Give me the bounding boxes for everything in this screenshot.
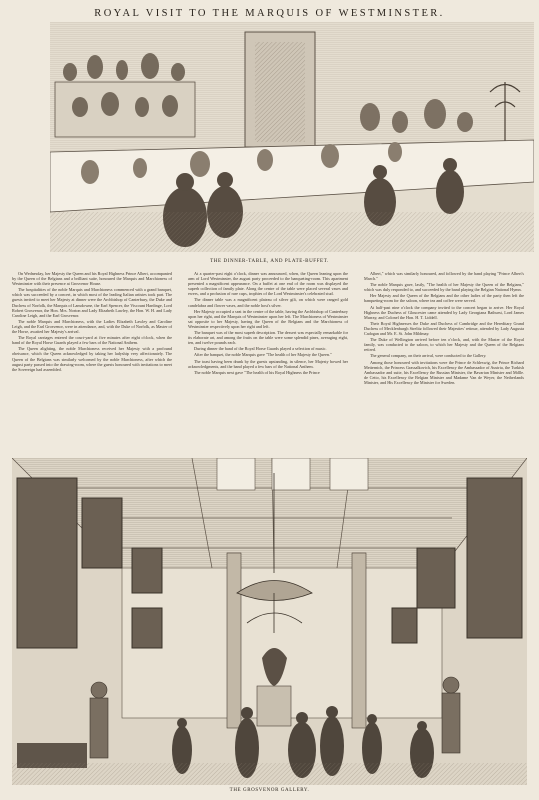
paragraph: On Wednesday, her Majesty the Queen and his Royal Highness Prince Albert, accompanied by the Queen of the Belgians and a brilliant suite, honoured the Marquis and Marchioness of Westminster with their presence at Grosvenor House. bbox=[12, 271, 172, 287]
dinner-table-engraving bbox=[50, 22, 534, 252]
bottom-engraving-caption: THE GROSVENOR GALLERY. bbox=[229, 788, 310, 793]
page-title: ROYAL VISIT TO THE MARQUIS OF WESTMINSTER. bbox=[94, 8, 445, 19]
paragraph: At a quarter-past eight o'clock, dinner was announced, when, the Queen leaning upon the arm of Lord Westminster, the august party proceeded to the banqueting-room. This apartment presented a magnificent appearance. On a buffet at one end of the room was displayed the superb collection of family plate. Along the centre of the table were placed several vases and ewers, and a profusion of rare cups, trophies of the Lord Westminster's celebrated stud. bbox=[188, 271, 348, 297]
paragraph: Their Royal Highnesses the Duke and Duchess of Cambridge and the Hereditary Grand Duchess of Mecklenburgh Strelitz followed their Majesties' retinue, attended by Lady Augusta Cadogan and Mr. E. St. John Mildmay. bbox=[364, 320, 524, 337]
paragraph: Albert," which was similarly honoured, and followed by the band playing "Prince Albert's March." bbox=[364, 271, 524, 282]
top-engraving-caption: THE DINNER-TABLE, AND PLATE-BUFFET. bbox=[210, 259, 329, 264]
paragraph: The noble Marquis and Marchioness, with the Ladies Elizabeth Lawley and Caroline Leigh, and the Earl Grosvenor, were in attendance, and, with the Duke of Norfolk, as Master of the Horse, awaited her Majesty's arrival. bbox=[12, 318, 172, 335]
paragraph: Among those honoured with invitations were the Prince de Schleswig, the Prince Richard Metternich, the Princess Grassalkovich, his Excellency the Ambassador of Austria, the Turkish Ambassador and suite, his Excellency the Russian Minister, the Bavarian Minister and Mdlle. de Cetto, his Excellency the Belgian Minister and Madame Van de Weyer, the Netherlands Minister, and His Excellency the Minister for Sweden. bbox=[364, 359, 524, 385]
paragraph: The noble Marquis gave, lastly, "The health of her Majesty the Queen of the Belgians," which was duly responded to, and succeeded by the band playing the Belgian National Hymn. bbox=[364, 282, 524, 293]
paragraph: During dinner the band of the Royal Horse Guards played a selection of music. bbox=[194, 346, 327, 352]
paragraph: The Royal carriages entered the court-yard at five minutes after eight o'clock, when the band of the Royal Horse Guards played a few bars of the National Anthem. bbox=[12, 335, 172, 346]
paragraph: The hospitalities of the noble Marquis and Marchioness commenced with a grand banquet, which was succeeded by a concert, in which most of the leading Italian artistes took part. The guests invited to meet her Majesty at dinner were the Archbishop of Canterbury, the Duke and Duchess of Norfolk, the Marquis of Lansdowne, the Earl Spencer, the Viscount Hardinge, Lord Robert Grosvenor, the Hon. Mrs. Norton and Lady Elizabeth Lawley, the Hon. W. H. and Lady Caroline Leigh, and the Earl Grosvenor. bbox=[12, 287, 172, 318]
paragraph: The banquet was of the most superb description. The dessert was especially remarkable for its elaborate art, and among the fruits on the table were some splendid pines, averaging eight, ten, and twelve pounds each. bbox=[188, 330, 348, 346]
paragraph: At half-past nine o'clock the company invited to the concert began to arrive. Her Royal Highness the Duchess of Gloucester came attended by Lady Georgiana Bathurst, Lord James Murray, and Colonel the Hon. H. T. Liddell. bbox=[364, 304, 524, 320]
text-column-1 bbox=[12, 271, 172, 454]
paragraph: The Queen alighting, the noble Marchioness received her Majesty with a profound obeisance, which the Queen acknowledged by taking her ladyship very affectionately. The Queen of the Belgians was similarly welcomed by the noble Marchioness, after which the august party passed into the drawing-room, where the guests honoured with invitations to meet the Sovereign had assembled. bbox=[12, 346, 172, 372]
paragraph: The Duke of Wellington arrived before ten o'clock, and, with the Master of the Royal family, was conducted to the saloon, to which her Majesty and the Queen of the Belgians retired. bbox=[364, 337, 524, 353]
paragraph: After the banquet, the noble Marquis gave "The health of her Majesty the Queen." bbox=[194, 352, 332, 358]
paragraph: The general company, on their arrival, were conducted to the Gallery. bbox=[370, 353, 487, 359]
paragraph: Her Majesty occupied a seat in the centre of the table, having the Archbishop of Canterbury upon her right, and the Marquis of Westminster upon her left. The Marchioness of Westminster sat opposite to her Majesty, having the Queen of the Belgians and the Marchioness of Westminster respectively upon her right and left. bbox=[188, 308, 348, 329]
text-column-2 bbox=[188, 271, 348, 454]
paragraph: The dinner table was a magnificent plateau of silver gilt, on which were ranged gold candelabra and flower vases, and the noble host's silver. bbox=[188, 297, 348, 308]
grosvenor-gallery-engraving bbox=[12, 458, 527, 785]
paragraph: The noble Marquis next gave "The health of his Royal Highness the Prince bbox=[194, 369, 320, 375]
text-column-3 bbox=[364, 271, 524, 454]
paragraph: Her Majesty and the Queen of the Belgians and the other ladies of the party then left the banqueting-room for the saloon, where tea and coffee were served. bbox=[364, 293, 524, 304]
paragraph: The toast having been drunk by the guests upstanding, in silence, her Majesty bowed her acknowledgments, and the band played a few bars of the National Anthem. bbox=[188, 358, 348, 369]
